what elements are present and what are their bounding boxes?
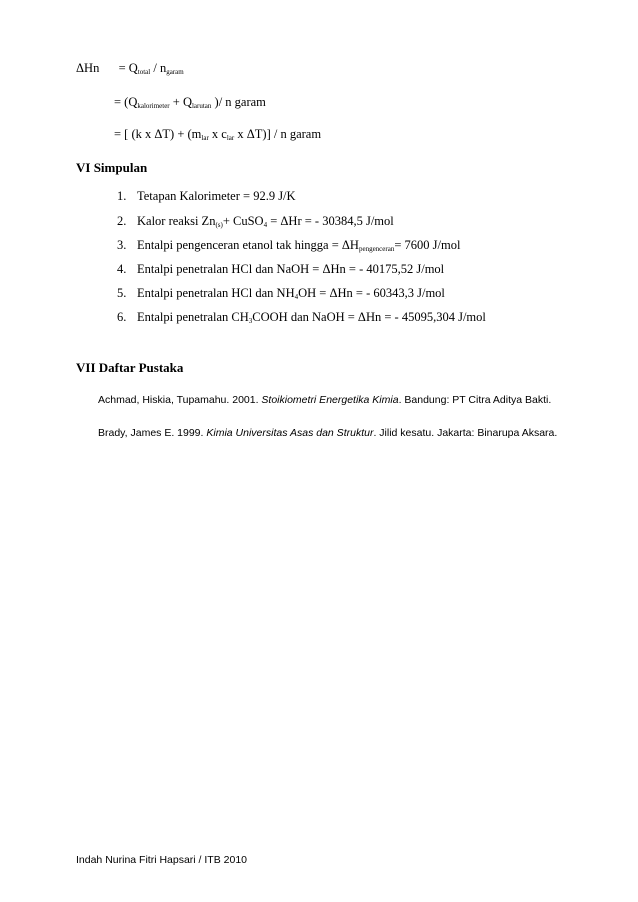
simpulan-item-5: 5. Entalpi penetralan HCl dan $NH_4OH = \Delta Hn$ = - 60343,3 J/mol [117, 286, 445, 301]
delta-hn-label: ΔHn [76, 61, 100, 75]
reference-2: Brady, James E. 1999. Kimia Universitas Asas dan Struktur. Jilid kesatu. Jakarta: Binarupa Aksara. [98, 427, 558, 439]
equation-line-1 [76, 61, 184, 76]
simpulan-item-6: 6. Entalpi penetralan $CH_3COOH$ dan NaOH = ΔHn = - 45095,304 J/mol [117, 310, 486, 325]
eq2-part-b: + Q [169, 95, 192, 109]
eq1-sub-total: total [137, 68, 151, 76]
eq3-part-a: = [ (k x ΔT) + (m [114, 127, 202, 141]
eq2-sub-kalorimeter: kalorimeter [137, 102, 170, 110]
equation-line-3 [114, 127, 321, 142]
eq2-part-a: = (Q [114, 95, 138, 109]
list-number: 2. [117, 214, 127, 228]
list-text: Tetapan Kalorimeter = 92.9 J/K [137, 189, 296, 203]
list-number: 4. [117, 262, 127, 276]
eq1-part-b: / n [150, 61, 167, 75]
list-number: 5. [117, 286, 127, 300]
simpulan-item-2: 2. Kalor reaksi $Zn_{(s)}+$ CuSO$_4$ = ΔHr = - 30384,5 J/mol [117, 214, 394, 229]
eq2-part-c: )/ n garam [211, 95, 266, 109]
eq3-sub-lar-c: lar [226, 134, 235, 142]
simpulan-item-4 [117, 262, 444, 277]
eq2-sub-larutan: larutan [191, 102, 212, 110]
reference-title: Kimia Universitas Asas dan Struktur [206, 427, 374, 439]
eq3-part-b: x c [208, 127, 227, 141]
list-number: 1. [117, 189, 127, 203]
eq1-sub-garam: garam [166, 68, 184, 76]
eq1-part-a: = Q [118, 61, 138, 75]
list-number: 3. [117, 238, 127, 252]
simpulan-heading: VI Simpulan [76, 160, 148, 175]
eq3-sub-lar-m: lar [201, 134, 209, 142]
page-footer: Indah Nurina Fitri Hapsari / ITB 2010 [76, 854, 247, 866]
list-text: Entalpi penetralan HCl dan NaOH = ΔHn = - 40175,52 J/mol [137, 262, 445, 276]
reference-1: Achmad, Hiskia, Tupamahu. 2001. Stoikiometri Energetika Kimia. Bandung: PT Citra Aditya Bakti. [98, 394, 552, 406]
pustaka-heading: VII Daftar Pustaka [76, 360, 184, 375]
simpulan-item-1 [117, 189, 296, 204]
equation-line-2 [114, 95, 266, 110]
list-number: 6. [117, 310, 127, 324]
simpulan-item-3: 3. Entalpi pengenceran etanol tak hingga = $\Delta H_{pengenceran}= 7600$ J/mol [117, 238, 461, 253]
eq3-part-c: x ΔT)] / n garam [234, 127, 322, 141]
reference-title: Stoikiometri Energetika Kimia [261, 394, 399, 406]
